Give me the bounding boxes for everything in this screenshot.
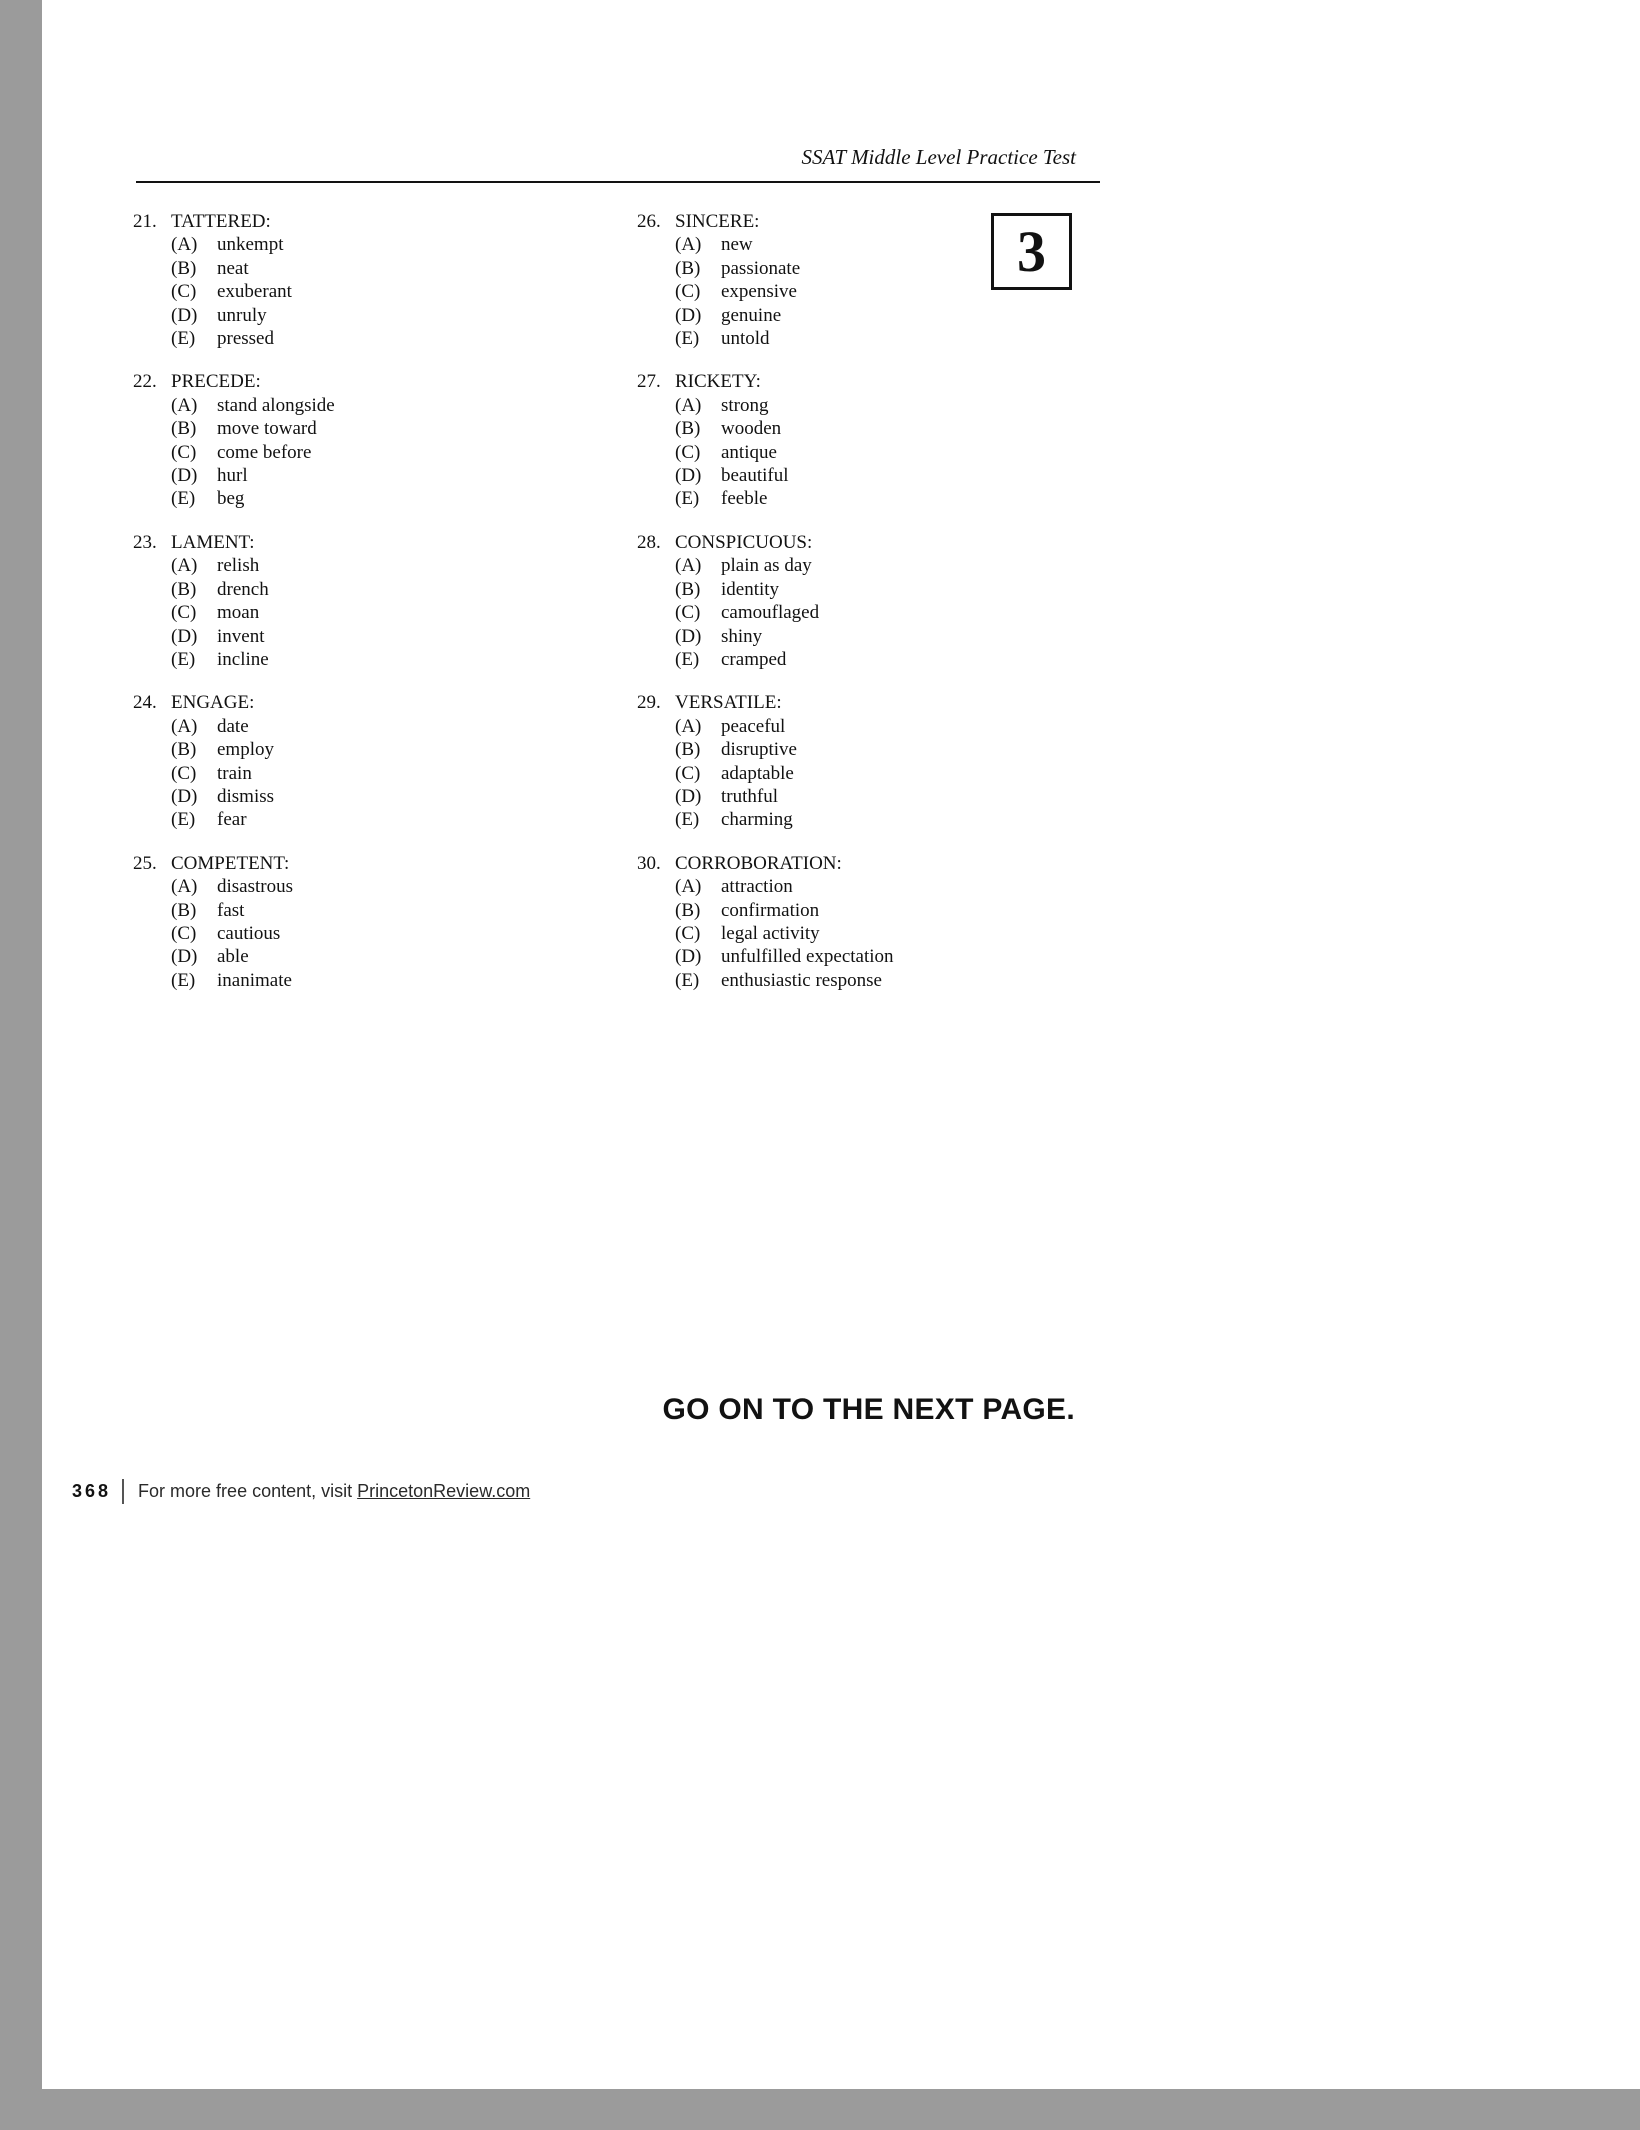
answer-choice — [133, 899, 637, 922]
section-number: 3 — [1017, 218, 1046, 284]
choice-letter: (B) — [675, 257, 701, 279]
question-number: 21. — [133, 211, 157, 232]
choice-letter: (C) — [675, 762, 701, 784]
choice-letter: (D) — [675, 785, 702, 807]
question-head — [637, 691, 1127, 714]
answer-choice — [637, 441, 1127, 464]
choice-text: confirmation — [721, 899, 820, 921]
question-head — [133, 852, 637, 875]
choice-letter: (D) — [171, 304, 198, 326]
choice-text: train — [217, 762, 252, 784]
question-stem: VERSATILE: — [675, 692, 782, 714]
answer-choice — [637, 394, 1127, 417]
choice-text: neat — [217, 257, 249, 279]
choice-text: pressed — [217, 328, 274, 350]
answer-choice — [637, 257, 1127, 280]
choice-text: wooden — [721, 418, 782, 440]
question-26 — [637, 210, 1127, 350]
choice-letter: (D) — [675, 465, 702, 487]
answer-choice — [637, 922, 1127, 945]
page-number: 368 — [72, 1481, 112, 1501]
choice-letter: (A) — [171, 715, 198, 737]
answer-choice — [133, 487, 637, 510]
choice-text: stand alongside — [217, 394, 335, 416]
choice-letter: (C) — [675, 602, 701, 624]
choice-letter: (B) — [171, 418, 197, 440]
choice-text: disastrous — [217, 876, 293, 898]
choice-text: relish — [217, 555, 260, 577]
choice-letter: (E) — [675, 488, 700, 510]
question-number: 25. — [133, 852, 157, 874]
question-number: 24. — [133, 692, 157, 714]
footer-divider — [122, 1479, 124, 1504]
choice-letter: (B) — [675, 739, 701, 761]
choice-text: enthusiastic response — [721, 969, 882, 991]
choice-text: moan — [217, 602, 260, 624]
choice-text: unruly — [217, 304, 267, 326]
question-27 — [637, 370, 1127, 510]
question-head — [637, 852, 1127, 875]
question-stem: LAMENT: — [171, 531, 255, 553]
choice-letter: (C) — [171, 762, 197, 784]
choice-letter: (B) — [675, 418, 701, 440]
answer-choice — [133, 578, 637, 601]
choice-text: move toward — [217, 418, 317, 440]
answer-choice — [133, 327, 637, 350]
choice-letter: (D) — [675, 304, 702, 326]
answer-choice — [133, 785, 637, 808]
question-22 — [133, 370, 637, 510]
choice-text: unkempt — [217, 234, 284, 256]
choice-text: strong — [721, 394, 769, 416]
choice-letter: (A) — [675, 234, 702, 256]
choice-text: adaptable — [721, 762, 794, 784]
choice-letter: (D) — [171, 946, 198, 968]
choice-text: untold — [721, 328, 770, 350]
question-column-1 — [133, 210, 637, 1012]
choice-text: unfulfilled expectation — [721, 946, 894, 968]
choice-text: inanimate — [217, 969, 292, 991]
choice-text: exuberant — [217, 281, 292, 303]
answer-choice — [133, 233, 637, 256]
choice-letter: (A) — [171, 394, 198, 416]
answer-choice — [637, 945, 1127, 968]
answer-choice — [133, 257, 637, 280]
choice-letter: (B) — [675, 578, 701, 600]
choice-letter: (C) — [675, 441, 701, 463]
question-head — [637, 210, 1127, 233]
answer-choice — [637, 648, 1127, 671]
choice-text: disruptive — [721, 739, 797, 761]
bottom-gray-margin — [0, 2089, 1640, 2130]
footer-link: PrincetonReview.com — [357, 1481, 531, 1501]
answer-choice — [637, 969, 1127, 992]
choice-letter: (E) — [171, 488, 196, 510]
choice-letter: (A) — [171, 876, 198, 898]
answer-choice — [133, 808, 637, 831]
question-column-2 — [637, 210, 1127, 1012]
answer-choice — [637, 808, 1127, 831]
choice-text: genuine — [721, 304, 782, 326]
choice-text: camouflaged — [721, 602, 820, 624]
question-29 — [637, 691, 1127, 831]
page-footer — [72, 1479, 530, 1504]
choice-letter: (E) — [675, 648, 700, 670]
choice-text: able — [217, 946, 249, 968]
choice-letter: (E) — [171, 648, 196, 670]
answer-choice — [637, 899, 1127, 922]
choice-letter: (C) — [675, 281, 701, 303]
choice-text: invent — [217, 625, 265, 647]
answer-choice — [133, 969, 637, 992]
choice-text: hurl — [217, 465, 248, 487]
question-number: 23. — [133, 531, 157, 553]
choice-letter: (D) — [675, 946, 702, 968]
choice-letter: (A) — [675, 876, 702, 898]
choice-text: incline — [217, 648, 269, 670]
choice-text: feeble — [721, 488, 768, 510]
choice-letter: (C) — [171, 602, 197, 624]
answer-choice — [637, 625, 1127, 648]
answer-choice — [637, 304, 1127, 327]
choice-text: new — [721, 234, 753, 256]
choice-letter: (E) — [171, 328, 196, 350]
question-21 — [133, 210, 637, 350]
answer-choice — [133, 601, 637, 624]
choice-text: fast — [217, 899, 245, 921]
question-head — [133, 210, 637, 233]
question-head — [133, 370, 637, 393]
choice-text: cautious — [217, 922, 281, 944]
choice-letter: (E) — [171, 809, 196, 831]
choice-letter: (C) — [171, 281, 197, 303]
choice-text: identity — [721, 578, 780, 600]
choice-letter: (D) — [675, 625, 702, 647]
answer-choice — [133, 875, 637, 898]
question-stem: RICKETY: — [675, 371, 761, 393]
question-stem: COMPETENT: — [171, 852, 290, 874]
choice-text: legal activity — [721, 922, 820, 944]
choice-letter: (C) — [675, 922, 701, 944]
question-23 — [133, 531, 637, 671]
questions-area — [133, 210, 1127, 1012]
question-head — [133, 691, 637, 714]
question-stem: TATTERED: — [171, 211, 271, 232]
question-number: 22. — [133, 371, 157, 393]
choice-letter: (B) — [171, 257, 197, 279]
question-stem: CONSPICUOUS: — [675, 531, 813, 553]
choice-text: come before — [217, 441, 312, 463]
choice-letter: (D) — [171, 625, 198, 647]
question-stem: SINCERE: — [675, 211, 760, 232]
question-stem: PRECEDE: — [171, 371, 261, 393]
choice-text: plain as day — [721, 555, 812, 577]
answer-choice — [133, 738, 637, 761]
answer-choice — [133, 304, 637, 327]
question-number: 30. — [637, 852, 661, 874]
question-head — [637, 370, 1127, 393]
choice-letter: (B) — [171, 739, 197, 761]
choice-text: peaceful — [721, 715, 786, 737]
choice-letter: (A) — [171, 555, 198, 577]
question-number: 28. — [637, 531, 661, 553]
answer-choice — [637, 233, 1127, 256]
question-number: 26. — [637, 211, 661, 232]
answer-choice — [637, 554, 1127, 577]
choice-letter: (D) — [171, 465, 198, 487]
footer-text-lead: For more free content, visit — [138, 1481, 358, 1501]
answer-choice — [637, 327, 1127, 350]
choice-letter: (B) — [171, 578, 197, 600]
choice-text: antique — [721, 441, 777, 463]
question-30 — [637, 852, 1127, 992]
header-title: SSAT Middle Level Practice Test — [801, 145, 1076, 169]
answer-choice — [637, 785, 1127, 808]
question-head — [637, 531, 1127, 554]
question-stem: ENGAGE: — [171, 692, 255, 714]
choice-letter: (E) — [675, 809, 700, 831]
choice-letter: (A) — [675, 394, 702, 416]
choice-text: beg — [217, 488, 245, 510]
answer-choice — [133, 464, 637, 487]
choice-letter: (A) — [171, 234, 198, 256]
choice-letter: (B) — [171, 899, 197, 921]
answer-choice — [133, 922, 637, 945]
footer-text — [138, 1481, 530, 1502]
answer-choice — [637, 738, 1127, 761]
answer-choice — [133, 762, 637, 785]
answer-choice — [637, 578, 1127, 601]
left-gray-margin — [0, 0, 42, 2130]
question-28 — [637, 531, 1127, 671]
choice-letter: (C) — [171, 441, 197, 463]
choice-text: drench — [217, 578, 269, 600]
choice-letter: (D) — [171, 785, 198, 807]
question-stem: CORROBORATION: — [675, 852, 842, 874]
choice-text: beautiful — [721, 465, 789, 487]
question-25 — [133, 852, 637, 992]
choice-text: fear — [217, 809, 247, 831]
answer-choice — [637, 875, 1127, 898]
choice-letter: (E) — [675, 328, 700, 350]
answer-choice — [133, 417, 637, 440]
choice-text: shiny — [721, 625, 763, 647]
answer-choice — [637, 715, 1127, 738]
answer-choice — [133, 648, 637, 671]
choice-letter: (E) — [171, 969, 196, 991]
choice-text: employ — [217, 739, 274, 761]
answer-choice — [637, 280, 1127, 303]
choice-text: passionate — [721, 257, 801, 279]
answer-choice — [637, 417, 1127, 440]
answer-choice — [133, 280, 637, 303]
answer-choice — [133, 715, 637, 738]
go-on-instruction: GO ON TO THE NEXT PAGE. — [662, 1393, 1075, 1426]
answer-choice — [133, 625, 637, 648]
choice-text: date — [217, 715, 249, 737]
question-number: 29. — [637, 692, 661, 714]
answer-choice — [133, 441, 637, 464]
answer-choice — [637, 601, 1127, 624]
question-head — [133, 531, 637, 554]
choice-text: attraction — [721, 876, 793, 898]
answer-choice — [637, 762, 1127, 785]
answer-choice — [637, 464, 1127, 487]
choice-text: expensive — [721, 281, 797, 303]
choice-text: dismiss — [217, 785, 275, 807]
choice-text: cramped — [721, 648, 787, 670]
choice-letter: (A) — [675, 715, 702, 737]
question-number: 27. — [637, 371, 661, 393]
choice-text: charming — [721, 809, 793, 831]
answer-choice — [133, 394, 637, 417]
choice-letter: (A) — [675, 555, 702, 577]
answer-choice — [637, 487, 1127, 510]
question-24 — [133, 691, 637, 831]
choice-text: truthful — [721, 785, 778, 807]
answer-choice — [133, 554, 637, 577]
choice-letter: (C) — [171, 922, 197, 944]
page-header — [136, 145, 1100, 183]
choice-letter: (E) — [675, 969, 700, 991]
choice-letter: (B) — [675, 899, 701, 921]
answer-choice — [133, 945, 637, 968]
